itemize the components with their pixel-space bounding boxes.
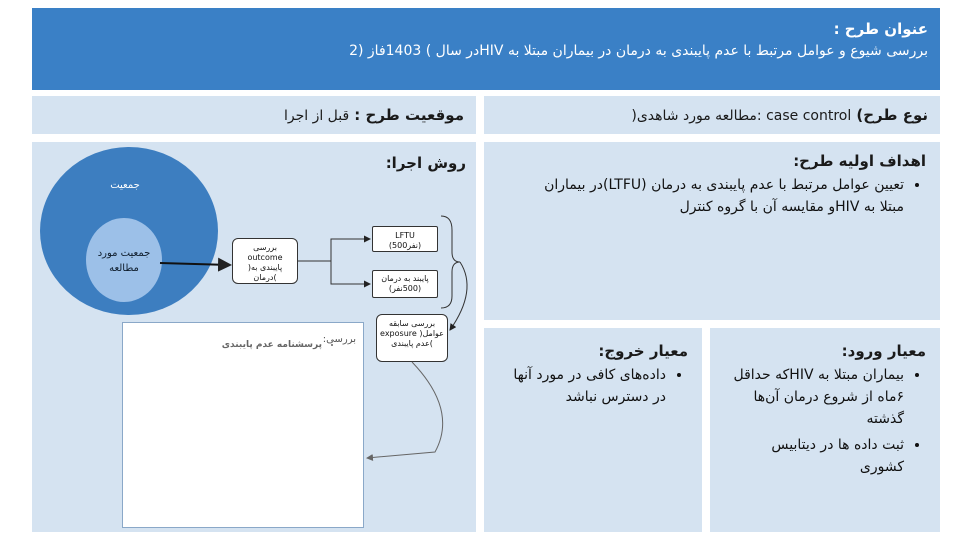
entry-criteria-panel xyxy=(710,328,940,532)
review-title: بررسی: xyxy=(322,334,356,345)
entry-criteria-item: • ثبت داده ها در دیتابیس کشوری xyxy=(724,434,904,478)
method-title: روش اجرا: xyxy=(385,154,466,172)
ltfu-box: LFTU (500نفر) xyxy=(372,226,438,252)
entry-criteria-item: • بیماران مبتلا به HIVکه حداقل ۶ماه از شروع درمان آن‌ها گذشته xyxy=(724,364,904,430)
exit-criteria-item: • داده‌های کافی در مورد آنها در دسترس نباشد xyxy=(498,364,666,408)
header-title: عنوان طرح : xyxy=(833,20,928,38)
design-type-label: نوع طرح) xyxy=(856,106,928,124)
location-value: قبل از اجرا xyxy=(283,108,350,124)
entry-criteria-list xyxy=(724,364,926,478)
objectives-panel xyxy=(484,142,940,320)
population-label: جمعیت xyxy=(110,180,140,191)
exit-criteria-list xyxy=(498,364,688,408)
location-label: موقعیت طرح : xyxy=(354,106,464,124)
arrow-bracket-to-exposure xyxy=(450,262,467,330)
outcome-box: بررسی outcome )پایبندی به درمان( xyxy=(232,238,298,284)
exit-criteria-panel xyxy=(484,328,702,532)
exit-criteria-title: معیار خروج: xyxy=(598,342,688,360)
arrow-branch-to-ltfu xyxy=(331,239,370,261)
exposure-box: بررسی سابقه exposure )عوامل عدم پایبندی( xyxy=(376,314,448,362)
arrow-study-to-outcome xyxy=(160,263,230,265)
header-subtitle: بررسی شیوع و عوامل مرتبط با عدم پایبندی به درمان در بیماران مبتلا به HIVدر سال ) 1403فاز (2 xyxy=(349,43,928,59)
adherent-box: پایبند به درمان (500نفر) xyxy=(372,270,438,298)
objective-item: • تعیین عوامل مرتبط با عدم پایبندی به درمان (LTFU)در بیماران مبتلا به HIVو مقایسه آن با گروه کنترل xyxy=(524,174,904,218)
study-population-label: جمعیت مورد مطالعه xyxy=(97,248,151,274)
design-type-value: case control :مطالعه مورد شاهدی( xyxy=(631,108,852,124)
objectives-title: اهداف اولیه طرح: xyxy=(793,152,926,170)
arrow-branch-to-adherent xyxy=(331,261,370,284)
entry-criteria-title: معیار ورود: xyxy=(841,342,926,360)
arrow-exposure-to-review xyxy=(367,362,443,458)
review-item: • پرسشنامه عدم پایبندی xyxy=(180,338,322,352)
objectives-list xyxy=(524,174,926,218)
bracket xyxy=(441,216,460,308)
